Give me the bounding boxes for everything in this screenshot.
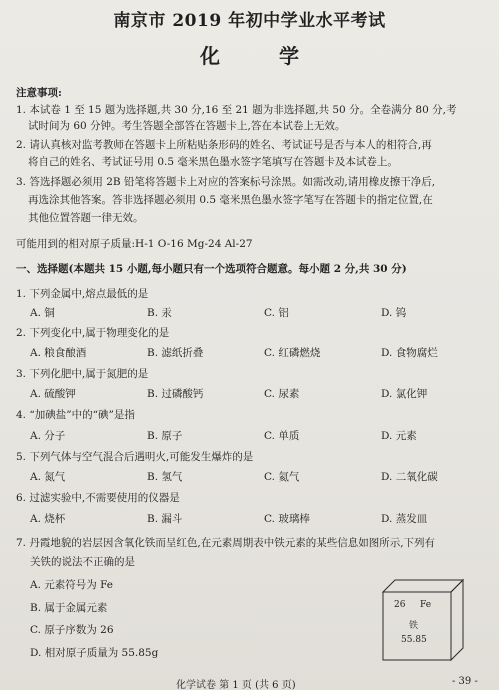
element-symbol: Fe	[420, 600, 432, 610]
element-card	[381, 578, 465, 662]
question-stem: 3. 下列化肥中,属于氮肥的是	[16, 368, 149, 380]
option-c: C. 尿素	[264, 388, 300, 400]
notes-line: 再选涂其他答案。答非选择题必须用 0.5 毫米黑色墨水签字笔写在答题卡的指定位置,在	[28, 194, 433, 206]
option-c: C. 红磷燃烧	[264, 347, 321, 359]
page-number: - 39 -	[452, 676, 478, 687]
question-stem: 7. 丹霞地貌的岩层因含氧化铁而呈红色,在元素周期表中铁元素的某些信息如图所示,下列有	[16, 537, 436, 549]
question-stem: 4. “加碘盐”中的“碘”是指	[16, 409, 135, 421]
atomic-mass: 55.85	[401, 635, 427, 645]
notes-line: 1. 本试卷 1 至 15 题为选择题,共 30 分,16 至 21 题为非选择题,共 50 分。全卷满分 80 分,考	[16, 104, 457, 116]
notes-line: 将自己的姓名、考试证号用 0.5 毫米黑色墨水签字笔填写在答题卡及本试卷上。	[28, 156, 398, 168]
atomic-number: 26	[394, 600, 406, 610]
option-d: D. 二氧化碳	[381, 471, 438, 483]
option-c: C. 原子序数为 26	[30, 624, 114, 636]
question-stem: 2. 下列变化中,属于物理变化的是	[16, 327, 170, 339]
option-a: A. 硫酸钾	[30, 388, 76, 400]
option-b: B. 漏斗	[147, 513, 183, 525]
atomic-masses: 可能用到的相对原子质量:H-1 O-16 Mg-24 Al-27	[16, 238, 253, 250]
notes-heading: 注意事项:	[16, 87, 62, 99]
option-b: B. 属于金属元素	[30, 602, 108, 614]
question-stem: 6. 过滤实验中,不需要使用的仪器是	[16, 492, 180, 504]
question-stem-cont: 关铁的说法不正确的是	[30, 556, 135, 568]
option-b: B. 滤纸折叠	[147, 347, 204, 359]
option-d: D. 蒸发皿	[381, 513, 428, 525]
option-a: A. 烧杯	[30, 513, 66, 525]
option-a: A. 粮食酿酒	[30, 347, 87, 359]
option-a: A. 氮气	[30, 471, 66, 483]
option-b: B. 汞	[147, 307, 172, 319]
option-c: C. 氦气	[264, 471, 300, 483]
option-a: A. 分子	[30, 430, 66, 442]
section-heading: 一、选择题(本题共 15 小题,每小题只有一个选项符合题意。每小题 2 分,共 30 分)	[16, 263, 407, 275]
exam-title: 南京市 2019 年初中学业水平考试	[113, 11, 386, 31]
option-d: D. 氯化钾	[381, 388, 428, 400]
option-c: C. 铝	[264, 307, 289, 319]
option-a: A. 元素符号为 Fe	[30, 579, 114, 591]
cube-outline	[381, 578, 465, 662]
option-d: D. 钨	[381, 307, 407, 319]
option-d: D. 食物腐烂	[381, 347, 438, 359]
option-b: B. 氢气	[147, 471, 183, 483]
notes-line: 其他位置答题一律无效。	[28, 212, 144, 224]
notes-line: 3. 答选择题必须用 2B 铅笔将答题卡上对应的答案标号涂黑。如需改动,请用橡皮擦干净后,	[16, 176, 436, 188]
question-stem: 5. 下列气体与空气混合后遇明火,可能发生爆炸的是	[16, 451, 254, 463]
option-d: D. 相对原子质量为 55.85g	[30, 647, 159, 659]
option-a: A. 铜	[30, 307, 55, 319]
option-b: B. 过磷酸钙	[147, 388, 204, 400]
option-b: B. 原子	[147, 430, 183, 442]
subject-title: 化 学	[200, 44, 325, 68]
notes-line: 2. 请认真核对监考教师在答题卡上所粘贴条形码的姓名、考试证号是否与本人的相符合,再	[16, 139, 432, 151]
option-c: C. 玻璃棒	[264, 513, 310, 525]
option-d: D. 元素	[381, 430, 417, 442]
footer-label: 化学试卷 第 1 页 (共 6 页)	[176, 680, 296, 690]
option-c: C. 单质	[264, 430, 300, 442]
notes-line: 试时间为 60 分钟。考生答题全部答在答题卡上,答在本试卷上无效。	[28, 120, 346, 132]
element-name: 铁	[409, 621, 419, 631]
question-stem: 1. 下列金属中,熔点最低的是	[16, 288, 149, 300]
